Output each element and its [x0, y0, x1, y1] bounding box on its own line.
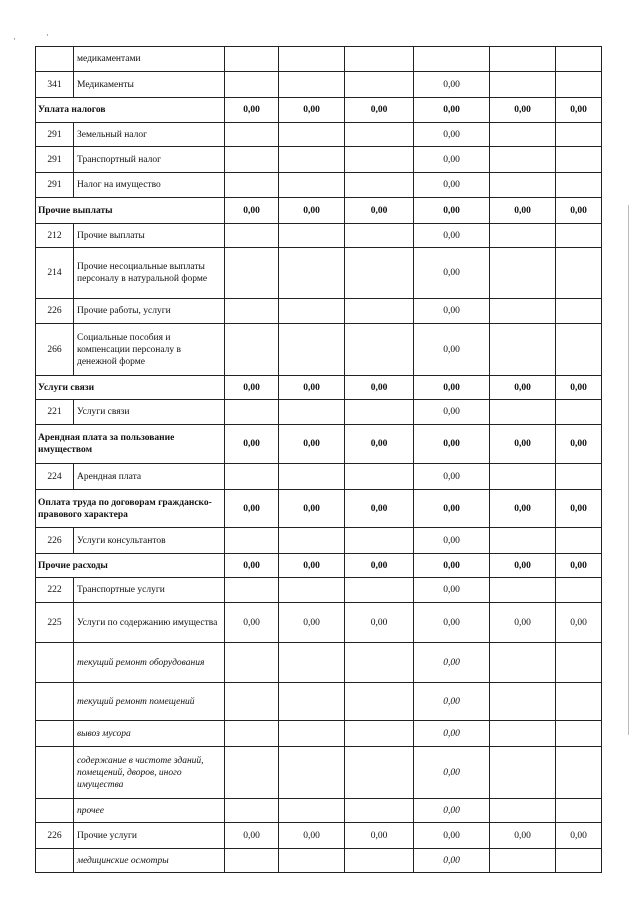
- amount-cell: [345, 224, 414, 248]
- amount-cell: [490, 72, 556, 98]
- amount-cell: [279, 248, 345, 299]
- expense-code: 225: [36, 603, 74, 643]
- amount-cell: [345, 799, 414, 823]
- table-row: [36, 224, 602, 248]
- expense-code: [36, 747, 74, 799]
- amount-cell: [556, 299, 602, 324]
- expense-name: Прочие работы, услуги: [74, 299, 225, 324]
- amount-cell: [225, 849, 279, 873]
- amount-cell: [225, 528, 279, 554]
- amount-cell: [490, 528, 556, 554]
- expense-code: [36, 799, 74, 823]
- amount-cell: [414, 47, 490, 72]
- expense-name: медикаментами: [74, 47, 225, 72]
- table-row: [36, 400, 602, 425]
- amount-cell: [225, 464, 279, 490]
- amount-cell: 0,00: [490, 603, 556, 643]
- table-row: [36, 324, 602, 376]
- amount-cell: [279, 849, 345, 873]
- amount-cell: [225, 147, 279, 173]
- amount-cell: 0,00: [414, 747, 490, 799]
- amount-cell: 0,00: [414, 490, 490, 528]
- amount-cell: [556, 578, 602, 603]
- amount-cell: [225, 324, 279, 376]
- expense-code: 224: [36, 464, 74, 490]
- amount-cell: [556, 799, 602, 823]
- expense-name: медицинские осмотры: [74, 849, 225, 873]
- table-row: [36, 578, 602, 603]
- amount-cell: 0,00: [414, 376, 490, 400]
- expense-code: 226: [36, 528, 74, 554]
- amount-cell: 0,00: [414, 721, 490, 747]
- amount-cell: [279, 147, 345, 173]
- amount-cell: [225, 47, 279, 72]
- amount-cell: [279, 721, 345, 747]
- amount-cell: 0,00: [279, 490, 345, 528]
- section-title: Услуги связи: [36, 376, 225, 400]
- expense-code: 212: [36, 224, 74, 248]
- amount-cell: 0,00: [414, 554, 490, 578]
- amount-cell: [345, 643, 414, 683]
- expense-code: 291: [36, 173, 74, 198]
- amount-cell: [225, 643, 279, 683]
- amount-cell: [556, 72, 602, 98]
- expense-name: Арендная плата: [74, 464, 225, 490]
- amount-cell: 0,00: [345, 425, 414, 464]
- expense-name: Налог на имущество: [74, 173, 225, 198]
- amount-cell: 0,00: [225, 603, 279, 643]
- table-body: [36, 47, 602, 873]
- scan-speck: ·: [46, 30, 49, 40]
- amount-cell: 0,00: [414, 823, 490, 849]
- amount-cell: 0,00: [414, 578, 490, 603]
- amount-cell: [225, 72, 279, 98]
- expense-code: [36, 849, 74, 873]
- expense-code: 222: [36, 578, 74, 603]
- table-row: [36, 799, 602, 823]
- amount-cell: [345, 248, 414, 299]
- amount-cell: [556, 173, 602, 198]
- amount-cell: [225, 683, 279, 721]
- amount-cell: 0,00: [414, 98, 490, 123]
- amount-cell: 0,00: [279, 98, 345, 123]
- section-row: [36, 376, 602, 400]
- amount-cell: 0,00: [225, 198, 279, 224]
- amount-cell: 0,00: [414, 72, 490, 98]
- amount-cell: 0,00: [490, 425, 556, 464]
- amount-cell: [279, 123, 345, 147]
- amount-cell: [490, 299, 556, 324]
- amount-cell: [225, 248, 279, 299]
- amount-cell: 0,00: [414, 849, 490, 873]
- amount-cell: [556, 464, 602, 490]
- expense-name: Социальные пособия и компенсации персоналу в денежной форме: [74, 324, 225, 376]
- amount-cell: 0,00: [345, 603, 414, 643]
- amount-cell: 0,00: [490, 98, 556, 123]
- amount-cell: 0,00: [345, 823, 414, 849]
- amount-cell: [345, 123, 414, 147]
- amount-cell: 0,00: [556, 603, 602, 643]
- expense-code: 341: [36, 72, 74, 98]
- amount-cell: [345, 464, 414, 490]
- amount-cell: [345, 72, 414, 98]
- amount-cell: 0,00: [490, 490, 556, 528]
- table-row: [36, 299, 602, 324]
- scan-edge-line: [628, 205, 629, 735]
- amount-cell: [490, 578, 556, 603]
- amount-cell: 0,00: [279, 425, 345, 464]
- amount-cell: 0,00: [279, 376, 345, 400]
- expense-name: Земельный налог: [74, 123, 225, 147]
- amount-cell: [556, 747, 602, 799]
- amount-cell: 0,00: [414, 147, 490, 173]
- amount-cell: [225, 747, 279, 799]
- amount-cell: 0,00: [225, 823, 279, 849]
- section-row: [36, 98, 602, 123]
- amount-cell: [556, 643, 602, 683]
- amount-cell: [490, 173, 556, 198]
- expense-code: 291: [36, 147, 74, 173]
- expense-code: 226: [36, 823, 74, 849]
- amount-cell: [279, 528, 345, 554]
- amount-cell: [490, 747, 556, 799]
- amount-cell: [490, 799, 556, 823]
- expense-name: Транспортные услуги: [74, 578, 225, 603]
- expense-name: Прочие услуги: [74, 823, 225, 849]
- amount-cell: 0,00: [345, 98, 414, 123]
- amount-cell: [556, 683, 602, 721]
- table-row: [36, 721, 602, 747]
- budget-expenses-table: [35, 46, 602, 873]
- section-row: [36, 425, 602, 464]
- amount-cell: [490, 224, 556, 248]
- amount-cell: 0,00: [279, 823, 345, 849]
- amount-cell: [279, 72, 345, 98]
- expense-name: Транспортный налог: [74, 147, 225, 173]
- amount-cell: [225, 400, 279, 425]
- amount-cell: 0,00: [490, 198, 556, 224]
- expense-name: Прочие выплаты: [74, 224, 225, 248]
- amount-cell: 0,00: [556, 376, 602, 400]
- amount-cell: [345, 324, 414, 376]
- amount-cell: [556, 123, 602, 147]
- section-title: Оплата труда по договорам гражданско-правового характера: [36, 490, 225, 528]
- amount-cell: 0,00: [414, 123, 490, 147]
- amount-cell: [345, 849, 414, 873]
- section-title: Прочие выплаты: [36, 198, 225, 224]
- amount-cell: 0,00: [414, 324, 490, 376]
- amount-cell: [490, 47, 556, 72]
- amount-cell: 0,00: [414, 198, 490, 224]
- amount-cell: [279, 173, 345, 198]
- amount-cell: [490, 147, 556, 173]
- scan-speck: ·: [13, 34, 16, 44]
- section-title: Уплата налогов: [36, 98, 225, 123]
- table-row: [36, 147, 602, 173]
- amount-cell: 0,00: [556, 425, 602, 464]
- amount-cell: 0,00: [490, 554, 556, 578]
- amount-cell: [279, 578, 345, 603]
- amount-cell: [556, 721, 602, 747]
- amount-cell: 0,00: [225, 554, 279, 578]
- table-row: [36, 72, 602, 98]
- table-row: [36, 464, 602, 490]
- amount-cell: 0,00: [345, 554, 414, 578]
- amount-cell: 0,00: [414, 400, 490, 425]
- amount-cell: 0,00: [225, 490, 279, 528]
- expense-code: 221: [36, 400, 74, 425]
- expense-name: Услуги по содержанию имущества: [74, 603, 225, 643]
- amount-cell: [225, 224, 279, 248]
- amount-cell: [490, 643, 556, 683]
- amount-cell: [279, 464, 345, 490]
- amount-cell: [556, 47, 602, 72]
- amount-cell: [225, 799, 279, 823]
- amount-cell: 0,00: [556, 198, 602, 224]
- expense-code: [36, 643, 74, 683]
- amount-cell: 0,00: [225, 98, 279, 123]
- expense-name: Услуги консультантов: [74, 528, 225, 554]
- table-row: [36, 603, 602, 643]
- table-row: [36, 47, 602, 72]
- amount-cell: [279, 683, 345, 721]
- amount-cell: [490, 123, 556, 147]
- amount-cell: 0,00: [414, 425, 490, 464]
- amount-cell: 0,00: [414, 299, 490, 324]
- amount-cell: [225, 578, 279, 603]
- expense-code: 291: [36, 123, 74, 147]
- amount-cell: 0,00: [345, 490, 414, 528]
- expense-code: [36, 683, 74, 721]
- table-row: [36, 747, 602, 799]
- table-row: [36, 248, 602, 299]
- amount-cell: [345, 683, 414, 721]
- amount-cell: [225, 123, 279, 147]
- section-title: Прочие расходы: [36, 554, 225, 578]
- expense-name: прочее: [74, 799, 225, 823]
- amount-cell: 0,00: [414, 643, 490, 683]
- section-title: Арендная плата за пользование имуществом: [36, 425, 225, 464]
- amount-cell: [345, 47, 414, 72]
- amount-cell: [556, 224, 602, 248]
- amount-cell: 0,00: [556, 554, 602, 578]
- expense-code: 266: [36, 324, 74, 376]
- amount-cell: [345, 528, 414, 554]
- amount-cell: [556, 400, 602, 425]
- amount-cell: [345, 147, 414, 173]
- amount-cell: [556, 147, 602, 173]
- amount-cell: 0,00: [556, 490, 602, 528]
- table-row: [36, 849, 602, 873]
- expense-code: [36, 47, 74, 72]
- expense-name: Медикаменты: [74, 72, 225, 98]
- amount-cell: [279, 643, 345, 683]
- table-row: [36, 173, 602, 198]
- amount-cell: 0,00: [414, 603, 490, 643]
- amount-cell: 0,00: [414, 683, 490, 721]
- amount-cell: [279, 747, 345, 799]
- table-row: [36, 643, 602, 683]
- section-row: [36, 554, 602, 578]
- amount-cell: [279, 224, 345, 248]
- amount-cell: [345, 173, 414, 198]
- amount-cell: 0,00: [414, 799, 490, 823]
- table-row: [36, 823, 602, 849]
- table-row: [36, 683, 602, 721]
- expense-name: текущий ремонт помещений: [74, 683, 225, 721]
- amount-cell: [279, 400, 345, 425]
- amount-cell: [279, 47, 345, 72]
- amount-cell: [556, 528, 602, 554]
- amount-cell: 0,00: [490, 823, 556, 849]
- amount-cell: [345, 747, 414, 799]
- amount-cell: [279, 299, 345, 324]
- amount-cell: [490, 324, 556, 376]
- amount-cell: 0,00: [279, 554, 345, 578]
- expense-name: Услуги связи: [74, 400, 225, 425]
- amount-cell: [556, 849, 602, 873]
- amount-cell: [490, 849, 556, 873]
- amount-cell: [556, 248, 602, 299]
- amount-cell: [345, 578, 414, 603]
- section-row: [36, 198, 602, 224]
- amount-cell: [490, 400, 556, 425]
- amount-cell: 0,00: [345, 376, 414, 400]
- expense-name: содержание в чистоте зданий, помещений, дворов, иного имущества: [74, 747, 225, 799]
- expense-name: Прочие несоциальные выплаты персоналу в натуральной форме: [74, 248, 225, 299]
- amount-cell: 0,00: [414, 528, 490, 554]
- amount-cell: 0,00: [414, 224, 490, 248]
- amount-cell: [279, 799, 345, 823]
- table-row: [36, 123, 602, 147]
- expense-code: 214: [36, 248, 74, 299]
- amount-cell: 0,00: [490, 376, 556, 400]
- amount-cell: 0,00: [279, 603, 345, 643]
- amount-cell: [225, 299, 279, 324]
- table-row: [36, 528, 602, 554]
- amount-cell: 0,00: [345, 198, 414, 224]
- expense-name: вывоз мусора: [74, 721, 225, 747]
- section-row: [36, 490, 602, 528]
- amount-cell: [345, 400, 414, 425]
- amount-cell: 0,00: [414, 464, 490, 490]
- amount-cell: 0,00: [225, 425, 279, 464]
- amount-cell: 0,00: [414, 248, 490, 299]
- amount-cell: 0,00: [279, 198, 345, 224]
- amount-cell: [345, 299, 414, 324]
- amount-cell: [490, 683, 556, 721]
- amount-cell: 0,00: [556, 823, 602, 849]
- amount-cell: [345, 721, 414, 747]
- amount-cell: 0,00: [225, 376, 279, 400]
- amount-cell: [225, 721, 279, 747]
- amount-cell: [490, 464, 556, 490]
- amount-cell: [279, 324, 345, 376]
- amount-cell: [490, 248, 556, 299]
- amount-cell: 0,00: [556, 98, 602, 123]
- amount-cell: [556, 324, 602, 376]
- amount-cell: [490, 721, 556, 747]
- amount-cell: [225, 173, 279, 198]
- expense-code: [36, 721, 74, 747]
- expense-name: текущий ремонт оборудования: [74, 643, 225, 683]
- amount-cell: 0,00: [414, 173, 490, 198]
- expense-code: 226: [36, 299, 74, 324]
